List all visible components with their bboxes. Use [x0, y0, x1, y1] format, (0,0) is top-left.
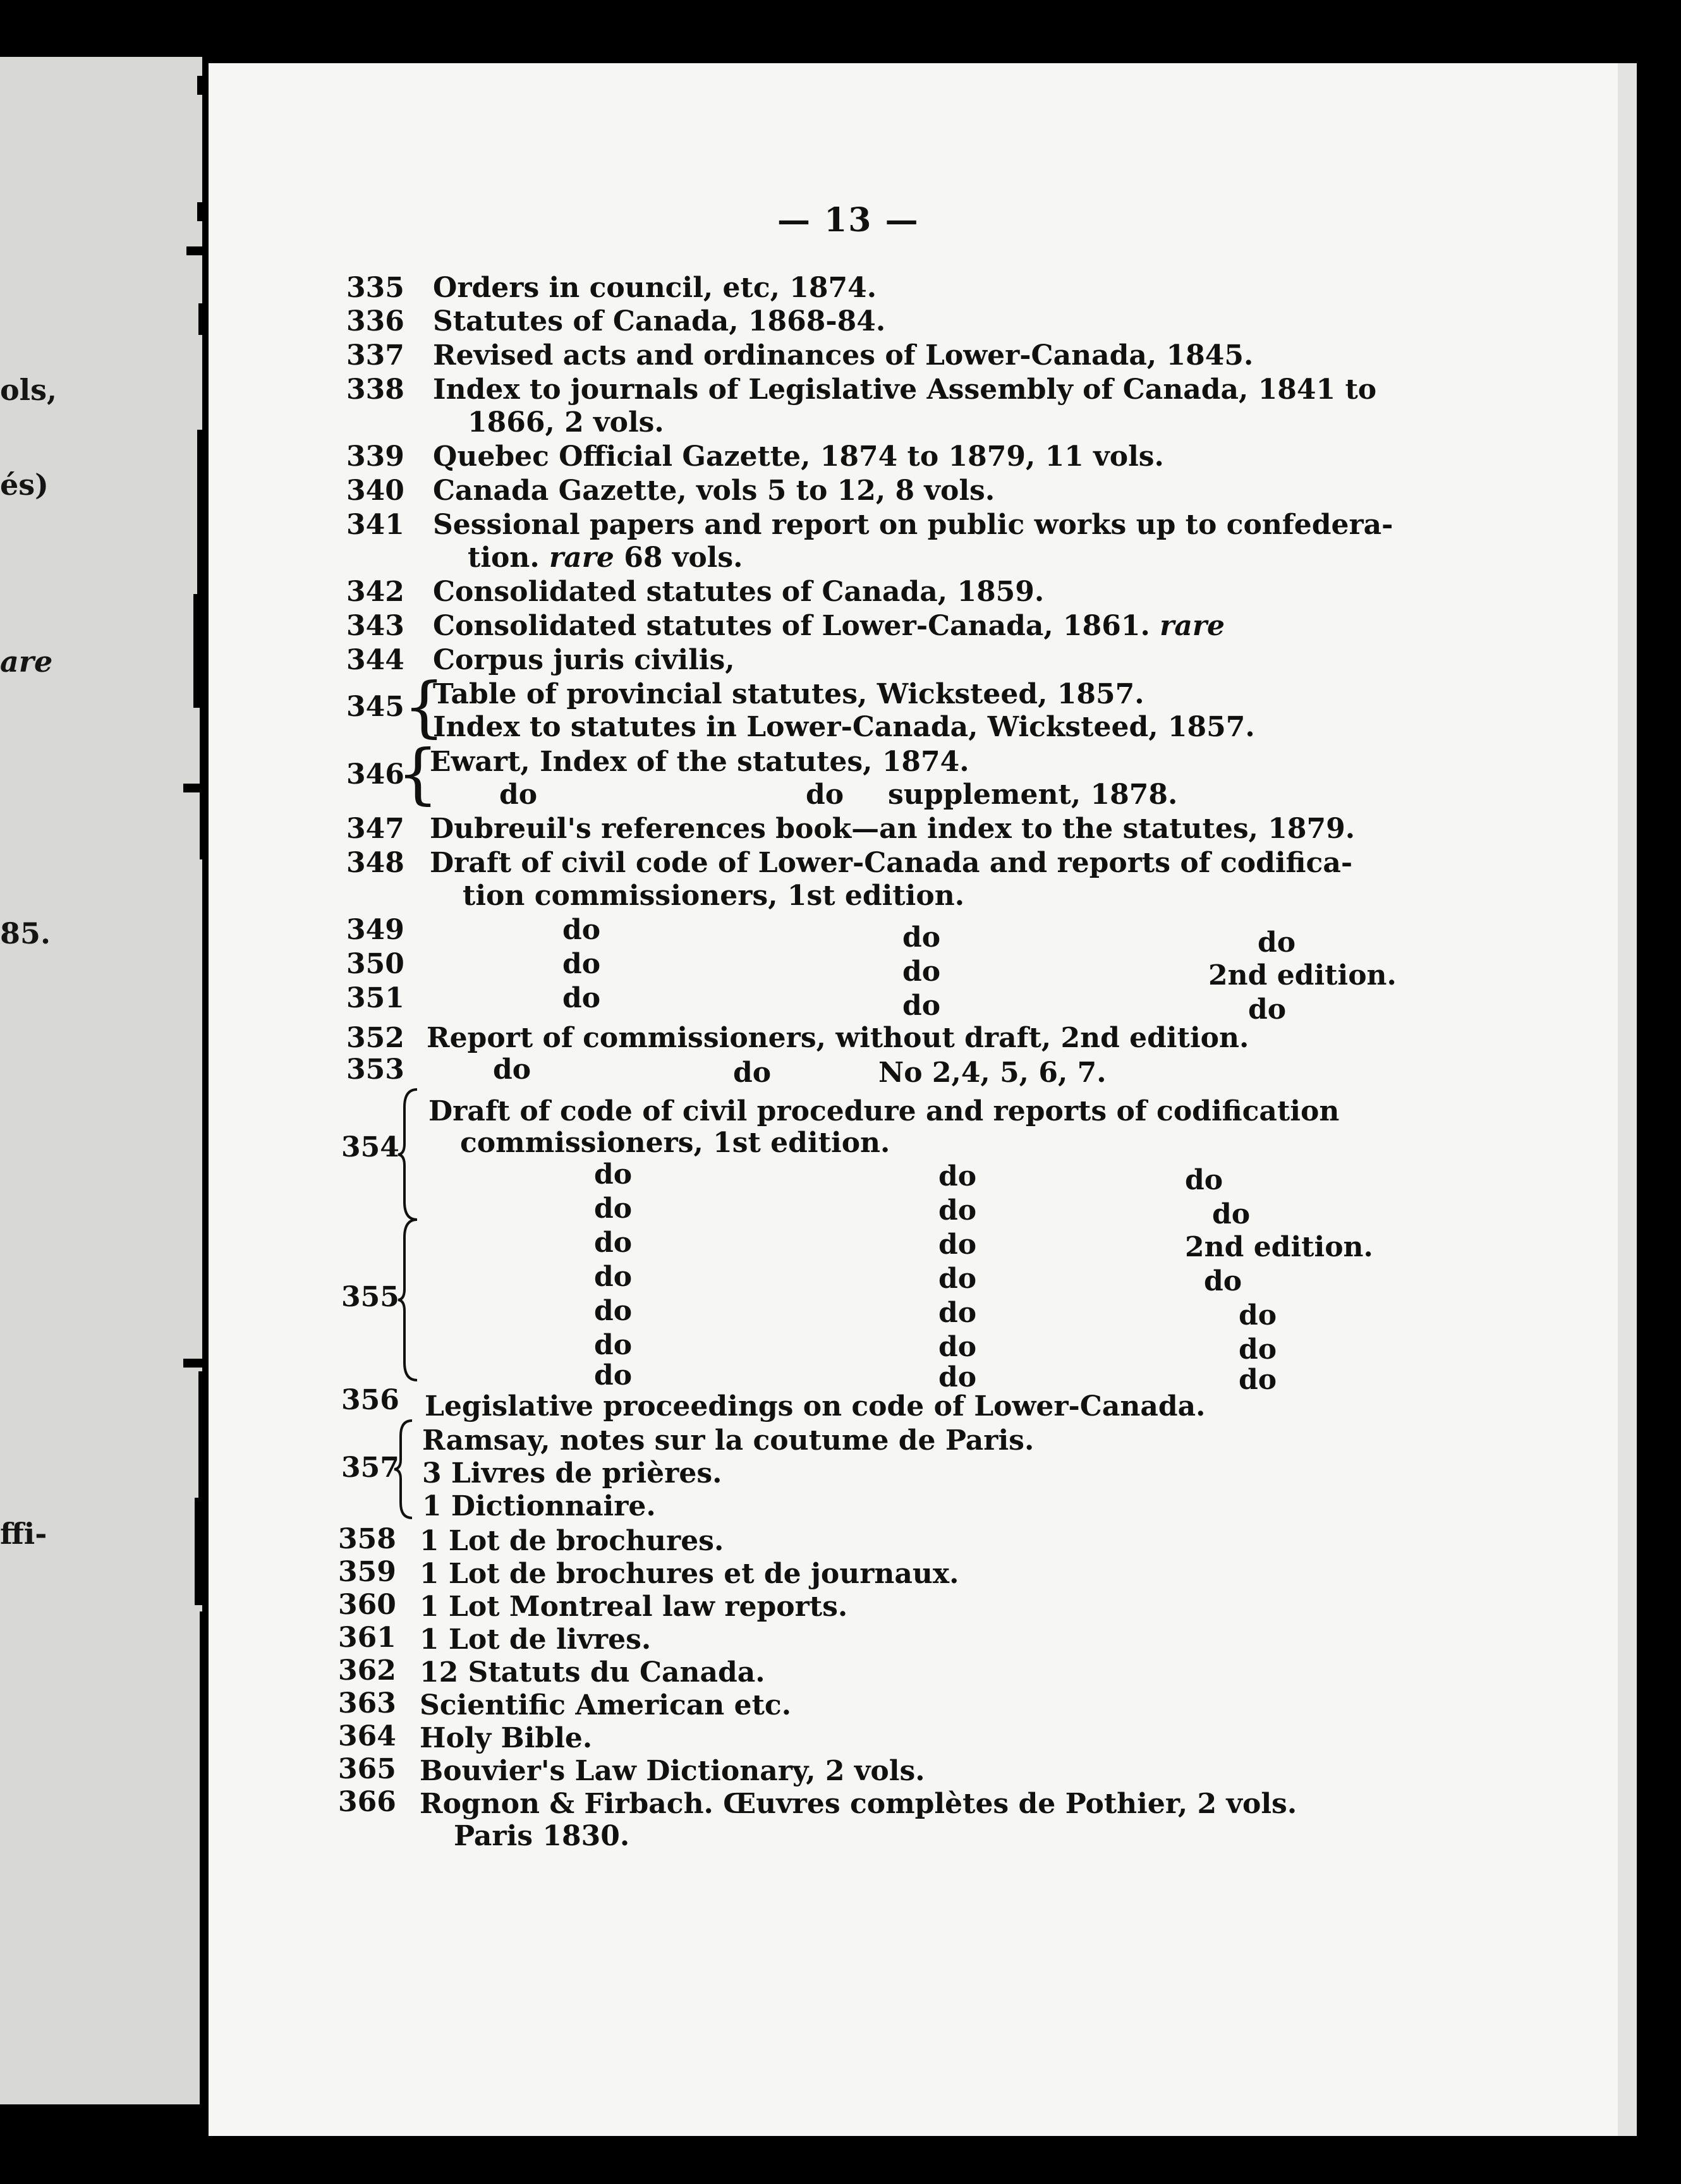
entry-text: 1 Dictionnaire. [422, 1490, 656, 1522]
right-page-edge [1618, 63, 1637, 2136]
ditto: do [938, 1331, 977, 1363]
left-fragment: ols, [0, 373, 58, 407]
entry-number: 365 [338, 1753, 396, 1785]
entry-number: 349 [346, 914, 404, 946]
left-page-edge [0, 57, 202, 2104]
ditto: do [938, 1297, 977, 1329]
entry-number: 347 [346, 813, 404, 845]
ditto: do [594, 1192, 633, 1225]
entry-number: 354 [341, 1131, 399, 1163]
entry-number: 339 [346, 440, 404, 473]
ditto: do [902, 990, 941, 1022]
entry-text: No 2,4, 5, 6, 7. [878, 1057, 1107, 1089]
entry-text: Legislative proceedings on code of Lower-Canada. [425, 1390, 1206, 1423]
ditto: do [594, 1295, 633, 1327]
entry-text: Consolidated statutes of Canada, 1859. [433, 576, 1045, 608]
ditto: do [902, 956, 941, 988]
left-fragment: are [0, 645, 53, 679]
entry-text: Corpus juris civilis, [433, 644, 735, 676]
entry-number: 346 [346, 758, 404, 791]
rare-note: rare [549, 542, 614, 574]
ditto: do [1239, 1364, 1277, 1396]
entry-text: 1 Lot de livres. [420, 1623, 652, 1656]
entry-text: Draft of civil code of Lower-Canada and reports of codifica- [430, 847, 1353, 879]
entry-text-continuation: tion commissioners, 1st edition. [463, 880, 965, 912]
entry-text: Orders in council, etc, 1874. [433, 272, 877, 304]
brace [393, 1419, 415, 1520]
ditto: do [938, 1361, 977, 1393]
entry-text: Scientific American etc. [420, 1689, 792, 1721]
entry-text-continuation: Paris 1830. [454, 1820, 630, 1852]
entry-text: Ewart, Index of the statutes, 1874. [430, 746, 969, 778]
ditto: do [733, 1057, 772, 1089]
ditto: do [594, 1329, 633, 1361]
entry-text: Quebec Official Gazette, 1874 to 1879, 11 vols. [433, 440, 1164, 473]
entry-number: 364 [338, 1720, 396, 1752]
ditto: do [499, 779, 538, 811]
left-fragment: és) [0, 468, 49, 502]
ditto: do [806, 779, 844, 811]
ditto: do [562, 914, 601, 946]
ditto: do [594, 1158, 633, 1191]
entry-text: 1 Lot de brochures. [420, 1525, 724, 1557]
entry-number: 344 [346, 644, 404, 676]
ditto: do [938, 1160, 977, 1192]
entry-text: Table of provincial statutes, Wicksteed, 1857. [433, 678, 1144, 710]
entry-text: Draft of code of civil procedure and reports of codification [428, 1095, 1340, 1127]
entry-number: 341 [346, 509, 404, 541]
rare-note: rare [1160, 610, 1225, 642]
entry-number: 353 [346, 1053, 404, 1086]
ditto: do [1248, 993, 1287, 1026]
ditto: do [562, 948, 601, 980]
entry-text: Statutes of Canada, 1868-84. [433, 305, 886, 337]
entry-number: 336 [346, 305, 404, 337]
ditto: do [594, 1261, 633, 1293]
entry-number: 359 [338, 1556, 396, 1588]
entry-text: Ramsay, notes sur la coutume de Paris. [422, 1424, 1035, 1457]
entry-text: supplement, 1878. [888, 779, 1178, 811]
entry-number: 350 [346, 948, 404, 980]
left-fragment: 85. [0, 916, 51, 950]
ditto: do [1212, 1198, 1251, 1230]
entry-number: 366 [338, 1786, 396, 1818]
entry-text: Index to journals of Legislative Assembly of Canada, 1841 to [433, 373, 1377, 406]
ditto: do [493, 1053, 531, 1086]
entry-number: 337 [346, 339, 404, 372]
brace [397, 1218, 420, 1381]
entry-text: Report of commissioners, without draft, 2nd edition. [427, 1022, 1249, 1054]
entry-text: Dubreuil's references book—an index to the statutes, 1879. [430, 813, 1356, 845]
entry-text: Sessional papers and report on public works up to confedera- [433, 509, 1393, 541]
entry-text: Index to statutes in Lower-Canada, Wicksteed, 1857. [433, 711, 1255, 743]
entry-text: 3 Livres de prières. [422, 1457, 722, 1489]
ditto: do [1204, 1265, 1242, 1297]
entry-text: 1 Lot de brochures et de journaux. [420, 1558, 959, 1590]
entry-number: 351 [346, 982, 404, 1014]
ditto: do [562, 982, 601, 1014]
brace [397, 1088, 420, 1221]
entry-text: 12 Statuts du Canada. [420, 1656, 765, 1689]
entry-text: Holy Bible. [420, 1722, 593, 1754]
entry-number: 360 [338, 1589, 396, 1621]
entry-text: Bouvier's Law Dictionary, 2 vols. [420, 1755, 925, 1787]
ditto: do [1239, 1333, 1277, 1366]
entry-text-continuation: commissioners, 1st edition. [460, 1127, 890, 1159]
ditto: do [1258, 926, 1296, 959]
ditto: do [594, 1359, 633, 1392]
ditto: do [1239, 1299, 1277, 1332]
entry-number: 357 [341, 1452, 399, 1484]
entry-number: 345 [346, 691, 404, 723]
entry-text: Consolidated statutes of Lower-Canada, 1861. rare [433, 610, 1225, 642]
entry-number: 355 [341, 1281, 399, 1313]
ditto: do [938, 1263, 977, 1295]
entry-number: 338 [346, 373, 404, 406]
entry-number: 362 [338, 1654, 396, 1687]
ditto: do [594, 1227, 633, 1259]
entry-number: 340 [346, 475, 404, 507]
entry-number: 356 [341, 1384, 399, 1416]
entry-number: 358 [338, 1523, 396, 1555]
entry-number: 363 [338, 1687, 396, 1720]
entry-text: Canada Gazette, vols 5 to 12, 8 vols. [433, 475, 995, 507]
entry-text-continuation: tion. rare 68 vols. [468, 542, 743, 574]
brace: { [403, 668, 446, 745]
ditto: do [902, 921, 941, 954]
brace: { [397, 735, 439, 812]
entry-number: 352 [346, 1022, 404, 1054]
ditto: do [938, 1228, 977, 1261]
entry-number: 348 [346, 847, 404, 879]
entry-number: 335 [346, 272, 404, 304]
ditto: do [1185, 1164, 1223, 1196]
left-fragment: ffi- [0, 1517, 47, 1551]
entry-text: 2nd edition. [1208, 959, 1397, 992]
entry-number: 342 [346, 576, 404, 608]
entry-text: 1 Lot Montreal law reports. [420, 1591, 848, 1623]
page-number-header: — 13 — [777, 201, 919, 240]
ditto: do [938, 1194, 977, 1227]
entry-text: 2nd edition. [1185, 1231, 1373, 1263]
entry-text: Rognon & Firbach. Œuvres complètes de Pothier, 2 vols. [420, 1788, 1297, 1820]
entry-text: Revised acts and ordinances of Lower-Canada, 1845. [433, 339, 1254, 372]
entry-number: 361 [338, 1622, 396, 1654]
entry-number: 343 [346, 610, 404, 642]
entry-text-continuation: 1866, 2 vols. [468, 406, 664, 439]
